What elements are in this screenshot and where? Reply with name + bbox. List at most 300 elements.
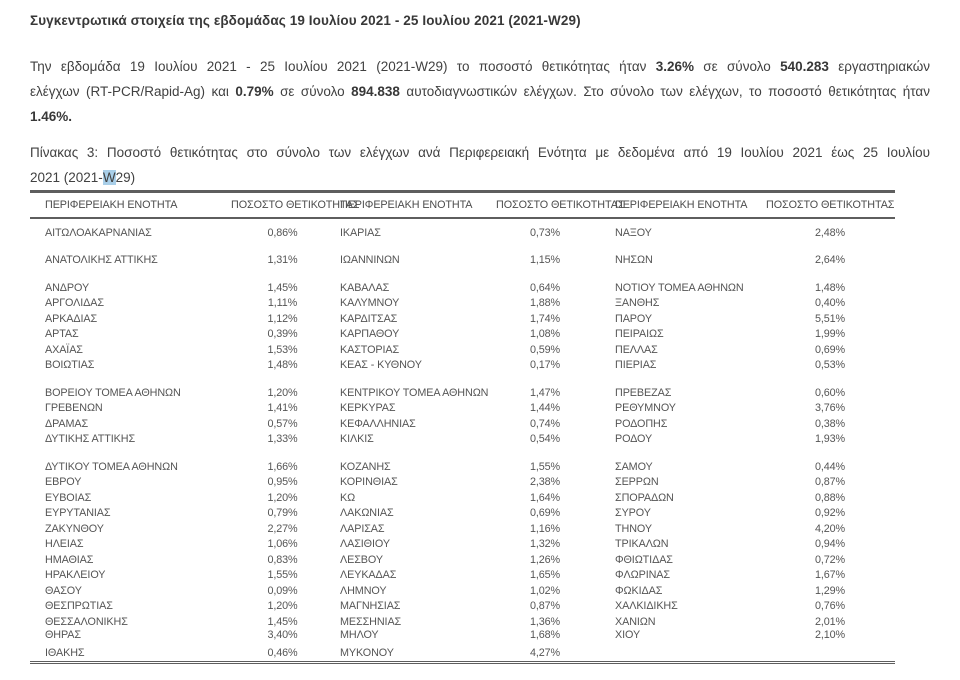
table-row [30,358,895,374]
cell-text: ΠΕΛΛΑΣ [615,343,658,356]
positivity-value-cell [230,343,335,359]
region-name-cell [595,460,765,476]
cell-text: 1,26% [529,553,561,566]
region-name-cell [595,506,765,522]
cell-text: ΛΑΡΙΣΑΣ [340,522,385,535]
cell-text: ΑΡΚΑΔΙΑΣ [45,312,98,325]
table-row [30,491,895,507]
cell-text: 2,10% [814,630,846,640]
cell-text: ΙΘΑΚΗΣ [45,646,85,659]
summary-line [30,104,930,129]
cell-text: 1,65% [529,569,561,581]
table-row [30,327,895,343]
cell-text: ΑΝΑΤΟΛΙΚΗΣ ΑΤΤΙΚΗΣ [45,254,158,266]
cell-text: ΣΑΜΟΥ [615,460,653,473]
search-highlight: W [102,170,116,185]
cell-text: 1,32% [529,538,561,550]
positivity-value-cell [230,491,335,507]
region-name-cell [30,327,230,343]
positivity-value-cell [495,522,595,538]
table-row [30,417,895,433]
positivity-value-cell [230,475,335,491]
cell-text: ΚΟΖΑΝΗΣ [340,460,391,473]
cell-text: 0,69% [529,507,561,519]
text-run: σε σύνολο [693,59,781,74]
cell-text: ΛΗΜΝΟΥ [340,584,387,597]
cell-text: ΘΑΣΟΥ [45,584,82,597]
region-name-cell [335,506,495,522]
cell-text: ΕΥΡΥΤΑΝΙΑΣ [45,507,111,519]
table-row [30,615,895,631]
page-title: Συγκεντρωτικά στοιχεία της εβδομάδας 19 Ιουλίου 2021 - 25 Ιουλίου 2021 (2021-W29) [30,13,581,28]
cell-text: 0,74% [529,417,561,430]
positivity-value-cell [230,253,335,269]
cell-text: ΚΕΝΤΡΙΚΟΥ ΤΟΜΕΑ ΑΘΗΝΩΝ [340,386,489,399]
table-row [30,568,895,584]
positivity-value-cell [230,630,335,646]
positivity-value-cell [230,401,335,417]
region-name-cell [335,281,495,297]
region-name-cell [30,506,230,522]
positivity-value-cell [230,432,335,448]
positivity-value-cell [230,584,335,600]
cell-text: ΝΑΞΟΥ [615,226,652,239]
positivity-value-cell [230,312,335,328]
cell-text: ΚΑΡΔΙΤΣΑΣ [340,312,398,325]
positivity-value-cell [765,460,895,476]
positivity-value-cell [765,417,895,433]
cell-text: 1,53% [267,343,298,356]
region-name-cell [335,522,495,538]
cell-text: 1,68% [529,630,561,640]
positivity-value-cell [230,226,335,242]
positivity-table [30,190,895,664]
cell-text: ΗΛΕΙΑΣ [45,538,84,550]
positivity-value-cell [230,386,335,402]
positivity-value-cell [765,358,895,374]
region-name-cell [30,281,230,297]
cell-text: 1,41% [267,402,298,414]
cell-text: 1,74% [529,312,561,325]
caption-line [30,140,930,165]
positivity-value-cell [495,327,595,343]
region-name-cell [30,401,230,417]
positivity-value-cell [230,522,335,538]
cell-text: 0,88% [814,491,846,504]
region-name-cell [595,296,765,312]
table-row [30,296,895,312]
region-name-cell [30,312,230,328]
region-name-cell [595,417,765,433]
positivity-value-cell [765,568,895,584]
cell-text: 1,20% [267,491,298,504]
text-run: σε σύνολο [273,84,352,99]
positivity-value-cell [495,630,595,646]
bold-figure: 894.838 [351,84,400,99]
cell-text: ΛΕΣΒΟΥ [340,553,383,566]
cell-text: 2,48% [814,226,846,239]
positivity-value-cell [495,386,595,402]
positivity-value-cell [765,475,895,491]
region-name-cell [335,615,495,631]
cell-text: 0,17% [529,359,561,371]
positivity-value-cell [495,401,595,417]
cell-text: 0,44% [814,460,846,473]
cell-text: ΝΗΣΩΝ [615,254,653,266]
cell-text: 4,20% [814,522,846,535]
cell-text: 0,95% [267,476,298,488]
cell-text: 0,46% [267,646,298,659]
text-run: Πίνακας 3: Ποσοστό θετικότητας στο σύνολο των ελέγχων ανά Περιφερειακή Ενότητα με δεδομένα από 19 Ιουλίου 2021 έως 25 Ιουλίου [30,145,930,160]
cell-text: 0,87% [814,476,846,488]
region-name-cell [30,358,230,374]
cell-text: ΚΑΒΑΛΑΣ [340,281,390,294]
cell-text: 0,59% [529,343,561,356]
region-name-cell [335,296,495,312]
positivity-value-cell [495,537,595,553]
cell-text: ΡΟΔΟΠΗΣ [615,417,668,430]
region-name-cell [595,568,765,584]
table-row [30,584,895,600]
spacer-row [30,218,895,226]
region-name-cell [595,615,765,631]
region-name-cell [335,475,495,491]
cell-text: 1,66% [267,460,298,473]
table-row [30,253,895,269]
cell-text: 1,11% [267,297,298,309]
cell-text: 2,01% [814,615,846,628]
text-run: εργαστηριακών [828,59,930,74]
cell-text: 1,16% [529,522,561,535]
positivity-value-cell [495,253,595,269]
cell-text: ΣΕΡΡΩΝ [615,476,659,488]
cell-text: 0,38% [814,417,846,430]
region-name-cell [595,327,765,343]
bold-figure: 0.79% [235,84,274,99]
positivity-value-cell [765,432,895,448]
cell-text: ΚΕΑΣ - ΚΥΘΝΟΥ [340,359,422,371]
cell-text: ΘΗΡΑΣ [45,630,81,640]
positivity-value-cell [495,506,595,522]
region-name-cell [30,460,230,476]
region-name-cell [30,553,230,569]
region-name-cell [595,646,765,663]
cell-text: ΑΧΑΪΑΣ [45,343,83,356]
cell-text: 1,02% [529,584,561,597]
table-row [30,646,895,663]
region-name-cell [30,432,230,448]
cell-text: ΝΟΤΙΟΥ ΤΟΜΕΑ ΑΘΗΝΩΝ [615,281,744,294]
positivity-value-cell [765,537,895,553]
region-name-cell [595,522,765,538]
positivity-value-cell [765,281,895,297]
positivity-value-cell [765,401,895,417]
table-row [30,506,895,522]
region-name-cell [335,386,495,402]
cell-text: ΜΑΓΝΗΣΙΑΣ [340,600,401,612]
positivity-value-cell [495,226,595,242]
positivity-value-cell [230,615,335,631]
cell-text: 1,48% [267,359,298,371]
region-name-cell [30,522,230,538]
cell-text: 1,88% [529,297,561,309]
cell-text: ΑΡΓΟΛΙΔΑΣ [45,297,104,309]
positivity-value-cell [495,281,595,297]
positivity-value-cell [765,312,895,328]
cell-text: ΚΕΦΑΛΛΗΝΙΑΣ [340,417,416,430]
table-row [30,522,895,538]
text-run: 2021 (2021- [30,170,103,185]
caption-line [30,165,930,190]
spacer-row [30,374,895,386]
cell-text: 1,36% [529,615,561,628]
cell-text: 0,54% [529,433,561,445]
positivity-value-cell [765,599,895,615]
cell-text: 1,45% [267,281,298,294]
region-name-cell [30,599,230,615]
region-name-cell [335,599,495,615]
summary-paragraph [30,54,930,129]
positivity-value-cell [495,491,595,507]
summary-line [30,79,930,104]
region-name-cell [335,358,495,374]
region-name-cell [595,358,765,374]
region-name-cell [30,253,230,269]
cell-text: 0,94% [814,538,846,550]
cell-text: ΜΥΚΟΝΟΥ [340,646,394,659]
text-run: 29) [115,170,136,185]
table-row [30,281,895,297]
region-name-cell [30,475,230,491]
region-name-cell [595,630,765,646]
cell-text: ΦΘΙΩΤΙΔΑΣ [615,553,673,566]
table-row [30,401,895,417]
cell-text: ΠΡΕΒΕΖΑΣ [615,386,672,399]
cell-text: ΦΛΩΡΙΝΑΣ [615,569,670,581]
cell-text: 1,12% [267,312,298,325]
cell-text: ΧΙΟΥ [615,630,641,640]
positivity-value-cell [765,646,895,663]
cell-text: ΠΕΙΡΑΙΩΣ [615,328,664,340]
cell-text: ΡΟΔΟΥ [615,433,653,445]
positivity-value-cell [765,327,895,343]
cell-text: 1,45% [267,615,298,628]
cell-text: ΣΠΟΡΑΔΩΝ [615,491,674,504]
cell-text: ΒΟΡΕΙΟΥ ΤΟΜΕΑ ΑΘΗΝΩΝ [45,386,181,399]
positivity-value-cell [230,646,335,663]
summary-line [30,54,930,79]
positivity-value-cell [495,599,595,615]
positivity-value-cell [230,296,335,312]
positivity-value-cell [765,615,895,631]
table-row [30,599,895,615]
region-name-cell [335,327,495,343]
positivity-value-cell [230,281,335,297]
region-name-cell [30,417,230,433]
cell-text: 1,67% [814,569,846,581]
cell-text: ΣΥΡΟΥ [615,507,651,519]
cell-text: ΠΑΡΟΥ [615,312,652,325]
cell-text: ΚΕΡΚΥΡΑΣ [340,402,396,414]
cell-text: 0,09% [267,584,298,597]
cell-text: 0,73% [529,226,561,239]
positivity-value-cell [495,584,595,600]
positivity-value-cell [765,522,895,538]
positivity-value-cell [230,358,335,374]
cell-text: ΚΑΣΤΟΡΙΑΣ [340,343,400,356]
cell-text: 0,40% [814,297,846,309]
positivity-value-cell [495,475,595,491]
cell-text: 3,40% [267,630,298,640]
regional-unit-header: ΠΕΡΙΦΕΡΕΙΑΚΗ ΕΝΟΤΗΤΑ [335,192,495,218]
region-name-cell [335,553,495,569]
cell-text: ΤΗΝΟΥ [615,522,652,535]
region-name-cell [335,401,495,417]
region-name-cell [30,343,230,359]
cell-text: 1,99% [814,328,846,340]
region-name-cell [335,568,495,584]
cell-text: ΜΗΛΟΥ [340,630,379,640]
cell-text: 0,39% [267,328,298,340]
cell-text: 0,53% [814,359,846,371]
table-row [30,630,895,646]
region-name-cell [595,599,765,615]
cell-text: ΠΙΕΡΙΑΣ [615,359,657,371]
table-row [30,553,895,569]
positivity-value-cell [495,296,595,312]
cell-text: 1,06% [267,538,298,550]
cell-text: 0,79% [267,507,298,519]
cell-text: 1,15% [529,254,561,266]
region-name-cell [335,417,495,433]
positivity-value-cell [495,568,595,584]
cell-text: ΚΟΡΙΝΘΙΑΣ [340,476,398,488]
cell-text: ΔΥΤΙΚΗΣ ΑΤΤΙΚΗΣ [45,433,136,445]
positivity-value-cell [765,296,895,312]
cell-text: ΘΕΣΣΑΛΟΝΙΚΗΣ [45,615,128,628]
cell-text: 0,57% [267,417,298,430]
cell-text: ΛΕΥΚΑΔΑΣ [340,569,397,581]
regional-unit-header: ΠΕΡΙΦΕΡΕΙΑΚΗ ΕΝΟΤΗΤΑ [30,192,230,218]
regional-unit-header: ΠΕΡΙΦΕΡΕΙΑΚΗ ΕΝΟΤΗΤΑ [595,192,765,218]
region-name-cell [335,584,495,600]
table-row [30,226,895,242]
cell-text: 2,38% [529,476,561,488]
positivity-value-cell [495,417,595,433]
region-name-cell [595,584,765,600]
region-name-cell [595,343,765,359]
positivity-value-cell [495,646,595,663]
positivity-value-cell [495,553,595,569]
cell-text: ΞΑΝΘΗΣ [615,297,660,309]
positivity-value-cell [495,432,595,448]
positivity-rate-header: ΠΟΣΟΣΤΟ ΘΕΤΙΚΟΤΗΤΑΣ [230,192,335,218]
cell-text: ΔΥΤΙΚΟΥ ΤΟΜΕΑ ΑΘΗΝΩΝ [45,460,178,473]
cell-text: ΓΡΕΒΕΝΩΝ [45,402,103,414]
text-run: Την εβδομάδα 19 Ιουλίου 2021 - 25 Ιουλίου 2021 (2021-W29) το ποσοστό θετικότητας ήταν [30,59,656,74]
cell-text: 0,69% [814,343,846,356]
positivity-value-cell [765,386,895,402]
bold-figure: 540.283 [780,59,829,74]
positivity-value-cell [765,343,895,359]
cell-text: ΙΚΑΡΙΑΣ [340,226,381,239]
positivity-rate-header: ΠΟΣΟΣΤΟ ΘΕΤΙΚΟΤΗΤΑΣ [765,192,895,218]
cell-text: 1,55% [267,569,298,581]
cell-text: 1,64% [529,491,561,504]
region-name-cell [335,491,495,507]
spacer-row [30,269,895,281]
cell-text: ΕΥΒΟΙΑΣ [45,491,92,504]
region-name-cell [335,343,495,359]
region-name-cell [30,646,230,663]
cell-text: 1,44% [529,402,561,414]
region-name-cell [335,630,495,646]
cell-text: 0,92% [814,507,846,519]
cell-text: 0,76% [814,600,846,612]
cell-text: 1,29% [814,584,846,597]
positivity-value-cell [765,584,895,600]
positivity-value-cell [230,537,335,553]
cell-text: ΡΕΘΥΜΝΟΥ [615,402,676,414]
positivity-value-cell [495,343,595,359]
cell-text: 1,93% [814,433,846,445]
cell-text: 3,76% [814,402,846,414]
region-name-cell [30,584,230,600]
region-name-cell [595,226,765,242]
region-name-cell [595,281,765,297]
cell-text: 0,83% [267,553,298,566]
cell-text: ΑΝΔΡΟΥ [45,281,90,294]
positivity-value-cell [765,630,895,646]
positivity-value-cell [230,506,335,522]
cell-text: 1,20% [267,386,298,399]
bold-figure: 3.26% [655,59,694,74]
table-row [30,312,895,328]
cell-text: ΤΡΙΚΑΛΩΝ [615,538,669,550]
positivity-value-cell [495,358,595,374]
region-name-cell [30,630,230,646]
cell-text: 0,86% [267,226,298,239]
region-name-cell [595,475,765,491]
cell-text: ΚΑΛΥΜΝΟΥ [340,297,400,309]
cell-text: ΖΑΚΥΝΘΟΥ [45,522,104,535]
region-name-cell [595,253,765,269]
positivity-value-cell [230,327,335,343]
cell-text: ΦΩΚΙΔΑΣ [615,584,663,597]
positivity-value-cell [765,506,895,522]
table-row [30,432,895,448]
region-name-cell [30,568,230,584]
region-name-cell [30,386,230,402]
cell-text: 1,20% [267,600,298,612]
region-name-cell [30,296,230,312]
cell-text: ΔΡΑΜΑΣ [45,417,89,430]
region-name-cell [595,537,765,553]
cell-text: 1,08% [529,328,561,340]
cell-text: ΑΙΤΩΛΟΑΚΑΡΝΑΝΙΑΣ [45,226,152,239]
cell-text: ΕΒΡΟΥ [45,476,82,488]
positivity-value-cell [230,568,335,584]
region-name-cell [595,491,765,507]
table-row [30,460,895,476]
table-row [30,343,895,359]
table-row [30,475,895,491]
text-run: αυτοδιαγνωστικών ελέγχων. Στο σύνολο των ελέγχων, το ποσοστό θετικότητας ήταν [399,84,930,99]
region-name-cell [335,226,495,242]
positivity-value-cell [765,491,895,507]
cell-text: ΧΑΛΚΙΔΙΚΗΣ [615,600,678,612]
region-name-cell [335,432,495,448]
